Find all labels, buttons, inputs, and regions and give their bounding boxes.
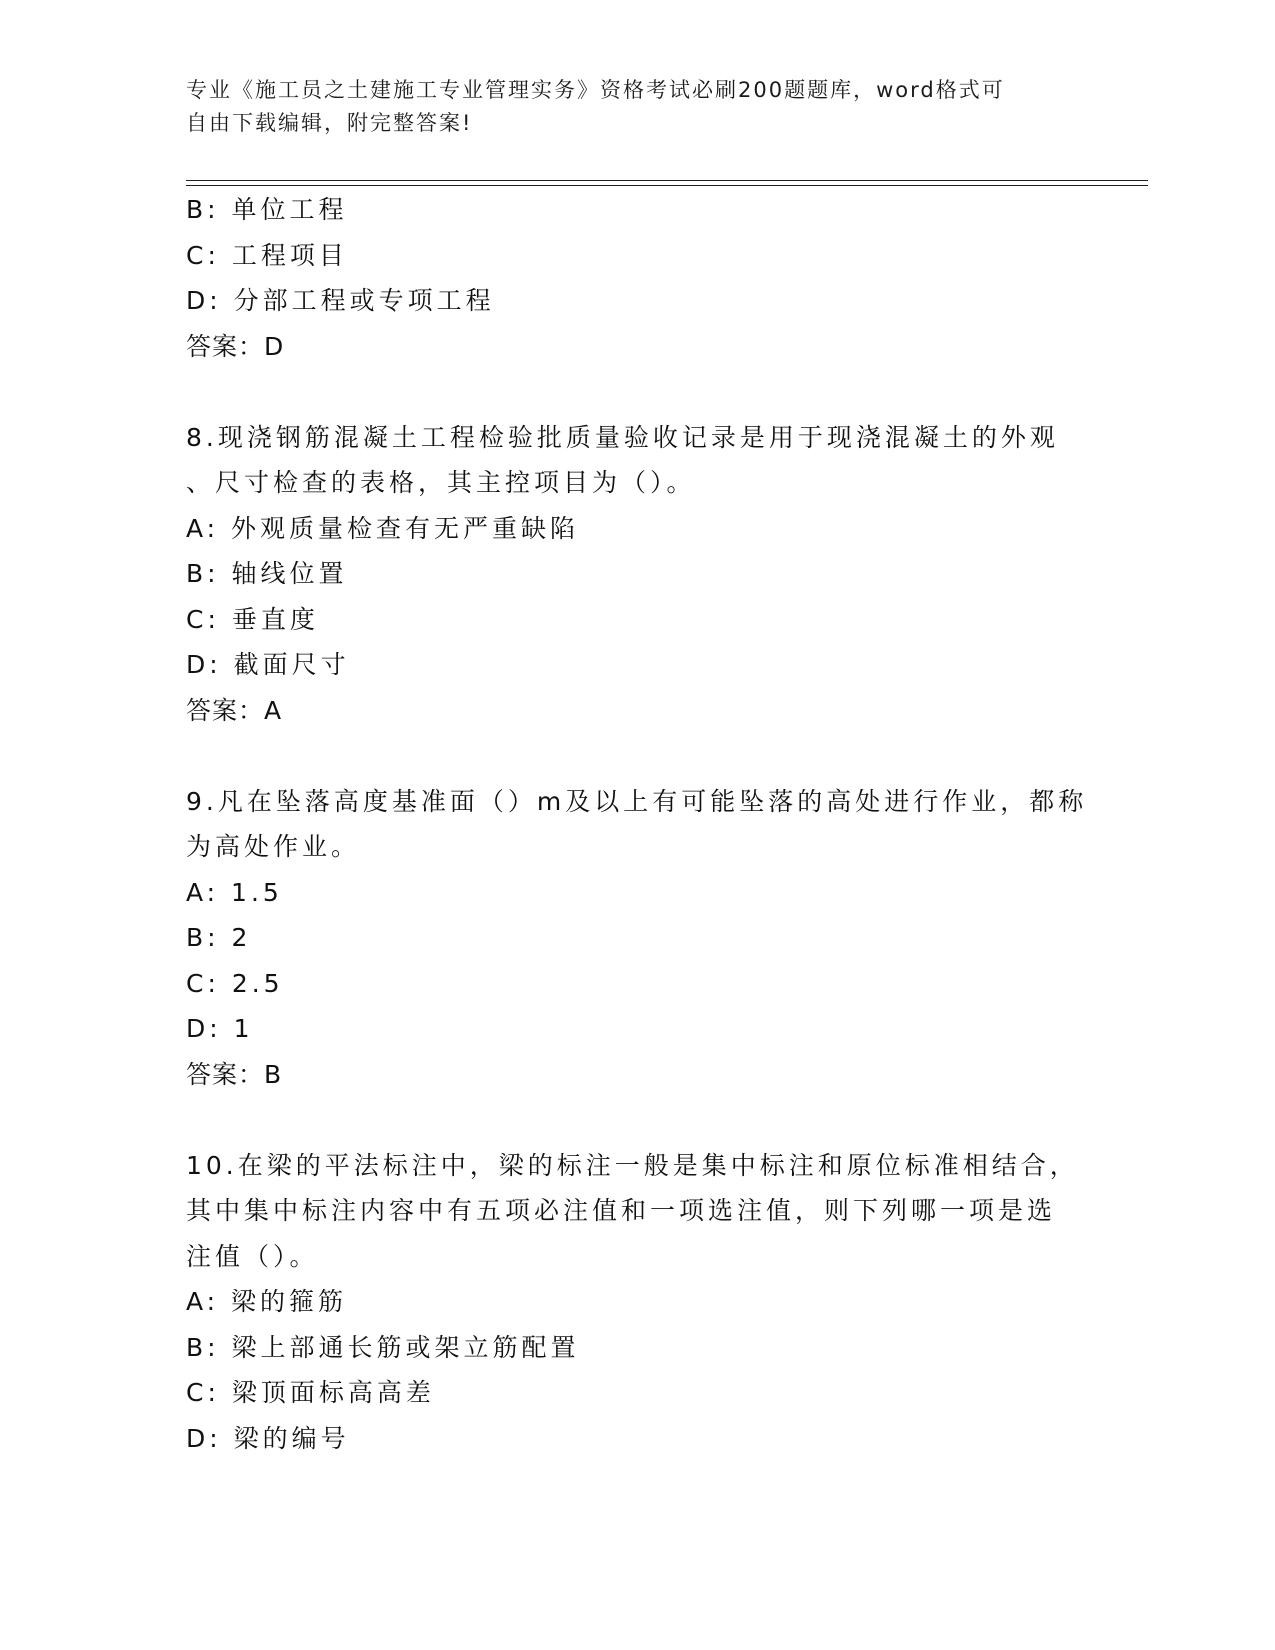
question-stem-line: 其中集中标注内容中有五项必注值和一项选注值，则下列哪一项是选 xyxy=(186,1196,1057,1225)
question-list xyxy=(186,187,1086,1461)
answer-line: 答案：D xyxy=(186,331,285,361)
question-7-continued xyxy=(186,187,1086,369)
option-c: C: 梁顶面标高高差 xyxy=(186,1378,435,1407)
spacer xyxy=(186,733,1086,779)
option-b: B: 轴线位置 xyxy=(186,559,348,588)
option-a: A: 梁的箍筋 xyxy=(186,1287,348,1316)
option-b: B: 2 xyxy=(186,923,252,952)
spacer xyxy=(186,1097,1086,1143)
header-line-2: 自由下载编辑，附完整答案! xyxy=(186,111,473,135)
option-d: D: 截面尺寸 xyxy=(186,650,350,679)
option-c: C: 工程项目 xyxy=(186,240,348,270)
question-stem-line: 9.凡在坠落高度基准面（）m及以上有可能坠落的高处进行作业，都称 xyxy=(186,786,1088,816)
answer-line: 答案：A xyxy=(186,695,283,725)
question-stem-line: 、尺寸检查的表格，其主控项目为（）。 xyxy=(186,468,696,497)
option-a: A: 外观质量检查有无严重缺陷 xyxy=(186,513,580,543)
document-header xyxy=(186,74,1076,140)
spacer xyxy=(186,369,1086,415)
question-9 xyxy=(186,779,1086,1098)
question-10 xyxy=(186,1143,1086,1462)
answer-line: 答案：B xyxy=(186,1059,283,1089)
option-d: D: 1 xyxy=(186,1014,254,1043)
option-c: C: 2.5 xyxy=(186,968,284,998)
option-d: D: 梁的编号 xyxy=(186,1423,350,1453)
option-d: D: 分部工程或专项工程 xyxy=(186,286,495,315)
header-line-1: 专业《施工员之土建施工专业管理实务》资格考试必刷200题题库，word格式可 xyxy=(186,78,1005,102)
question-stem-line: 为高处作业。 xyxy=(186,832,361,861)
question-stem-line: 注值（）。 xyxy=(186,1241,319,1271)
question-stem-line: 8.现浇钢筋混凝土工程检验批质量验收记录是用于现浇混凝土的外观 xyxy=(186,422,1059,452)
option-b: B: 单位工程 xyxy=(186,195,348,224)
header-divider-bottom xyxy=(186,185,1148,186)
option-c: C: 垂直度 xyxy=(186,604,319,634)
option-b: B: 梁上部通长筋或架立筋配置 xyxy=(186,1332,580,1362)
question-stem-line: 10.在梁的平法标注中，梁的标注一般是集中标注和原位标准相结合， xyxy=(186,1150,1079,1180)
question-8 xyxy=(186,415,1086,734)
option-a: A: 1.5 xyxy=(186,877,283,907)
header-divider-top xyxy=(186,180,1148,181)
